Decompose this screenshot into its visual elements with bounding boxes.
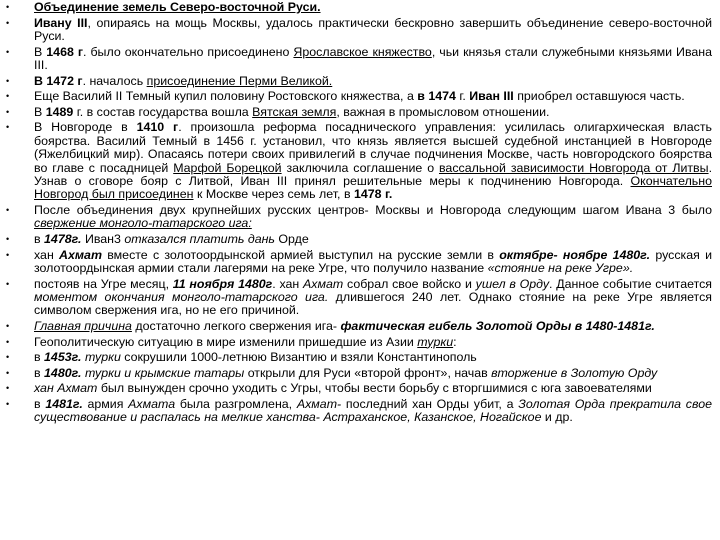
text-run: 1480г. (44, 365, 82, 380)
text-run: 1481г. (45, 396, 83, 411)
bullet-glyph: • (6, 91, 10, 102)
text-run: в (34, 350, 45, 365)
bullet-glyph: • (6, 122, 10, 133)
text-run: В (34, 104, 46, 119)
text-run: «стояние на реке Угре». (487, 261, 634, 275)
text-run: собрал свое войско и (343, 276, 476, 291)
text-run: к Москве через семь лет, в (193, 187, 354, 202)
text-run: Ярославское княжество (293, 44, 432, 59)
para-text (34, 45, 712, 72)
para-text (34, 248, 712, 275)
text-run: вторжение в Золотую Орду (491, 365, 658, 380)
bullet-glyph: • (6, 234, 10, 244)
text-run: в (34, 396, 46, 411)
list-item (6, 381, 712, 396)
bullet-glyph: • (6, 278, 10, 289)
para-text (34, 335, 457, 349)
list-item (6, 334, 712, 349)
list-item (6, 44, 713, 73)
text-run: 1489 (45, 104, 74, 119)
text-run: вассальной зависимости Новгорода от Литвы (438, 160, 709, 175)
text-run: ушел в Орду (475, 276, 550, 291)
bullet-glyph: • (6, 75, 10, 86)
text-run: хан Ахмат (34, 381, 98, 396)
para-text (34, 105, 549, 119)
para-text (34, 232, 309, 246)
text-run: фактическая гибель Золотой Орды в 1480-1481г. (340, 319, 655, 333)
text-run: В 1472 г (34, 73, 83, 88)
text-run: была разгромлена, (175, 396, 297, 411)
text-run: постояв на Угре месяц, (34, 276, 173, 291)
bullet-glyph: • (6, 17, 10, 28)
text-run: Главная причина (34, 319, 132, 333)
para-text (34, 203, 712, 230)
text-run: турки и крымские татары (84, 365, 245, 380)
text-run: 1468 г (46, 44, 84, 59)
text-run: 1478 г. (353, 187, 393, 202)
list-item (6, 232, 712, 246)
bullet-glyph: • (6, 383, 10, 394)
list-item (6, 247, 712, 276)
list-item (6, 0, 712, 14)
list-item (6, 104, 712, 119)
para-text (34, 397, 712, 424)
text-run: армия (82, 396, 129, 411)
list-item (6, 120, 713, 202)
text-run: последний хан Орды убит, а (341, 396, 519, 411)
text-run: Иван3 (81, 232, 125, 246)
text-run: был вынужден срочно уходить с Угры, чтобы вести борьбу с вторгшимися с юга завоевателями (97, 381, 652, 396)
text-run: Еще Василий II Темный купил половину Ростовского княжества, а (34, 89, 418, 104)
text-run: 1453г. (44, 350, 82, 365)
text-run: приобрел оставшуюся часть. (513, 89, 685, 104)
list-item (6, 365, 712, 380)
para-text (34, 89, 685, 103)
list-item (6, 396, 712, 425)
list-item (6, 89, 712, 104)
text-run: достаточно легкого свержения ига- (131, 319, 341, 333)
text-run: Ахмата (128, 396, 176, 411)
list-item (6, 73, 712, 88)
bullet-glyph: • (6, 46, 10, 57)
para-text (34, 350, 477, 364)
para-text (34, 277, 712, 318)
bullet-glyph: • (6, 106, 10, 117)
text-run: русская и золотоордынская армии стали лагерями на реке Угре, что получило название (34, 247, 712, 275)
text-run: В Новгороде в (34, 120, 137, 135)
bullet-glyph: • (6, 367, 10, 378)
para-text (34, 120, 712, 201)
text-run: Геополитическую ситуацию в мире изменили пришедшие из Азии (34, 334, 418, 349)
bullet-glyph: • (6, 321, 10, 331)
text-run: сокрушили 1000-летнюю Византию и взяли Константинополь (120, 350, 477, 365)
text-run: и др. (541, 410, 573, 425)
text-run: в (34, 365, 45, 380)
text-run: заключила соглашение о (281, 160, 439, 175)
text-run: Золотая Орда прекратила свое существование и распалась на мелкие ханства- Астраханское, Казанское, Ногайское (34, 396, 712, 425)
text-run: Иван III (469, 89, 514, 104)
text-run: После объединения двух крупнейших русских центров- Москвы и Новгорода следующим шагом Ивана 3 было (34, 203, 712, 217)
text-run: . началось (82, 73, 147, 88)
bullet-glyph: • (6, 249, 10, 260)
bullet-glyph: • (6, 336, 10, 347)
section-title: Объединение земель Северо-восточной Руси. (34, 0, 321, 14)
text-run: длившегося 240 лет. Однако стояние на реке Угре является символом свержения ига, но не его причиной. (34, 290, 712, 318)
text-run: вместе с золотоордынской армией выступил на русские земли в (101, 247, 500, 262)
text-run: Ахмат (303, 276, 344, 291)
para-text (34, 16, 712, 43)
bullet-glyph: • (6, 205, 10, 215)
text-run: отказался платить дань (124, 232, 275, 246)
text-run: . было окончательно присоединено (83, 44, 294, 59)
text-run: Ахмат (59, 247, 102, 262)
text-run: г. (455, 89, 470, 104)
text-run: турки (417, 334, 454, 349)
text-run: Ахмат- (296, 396, 342, 411)
text-run: в 1474 (417, 89, 456, 104)
text-run: 11 ноября 1480г (172, 276, 273, 291)
para-text (34, 319, 655, 333)
text-run: 1478г. (44, 232, 82, 246)
text-run: , опираясь на мощь Москвы, удалось практически бескровно завершить объединение северо-восточной Руси. (34, 15, 712, 43)
text-run: в (34, 232, 45, 246)
para-text (34, 366, 657, 380)
text-run: Марфой Борецкой (173, 160, 282, 175)
text-run: , чьи князья стали служебными князьями Ивана III. (34, 44, 713, 72)
list-item (6, 276, 713, 318)
list-item (6, 319, 712, 333)
text-run: Окончательно Новгород был присоединен (34, 174, 712, 202)
text-run: . Узнав о сговоре бояр с Литвой, Иван III принял решительные меры к подчинению Новгорода. (34, 160, 713, 188)
text-run: присоединение Перми Великой. (146, 73, 333, 88)
text-run: . произошла реформа посаднического управления: усилилась олигархическая власть боярства. Василий Темный в 1456 г. установил, что князь является высшей судебной инстанцией в Новгороде (Яжелбицкий мир). Опасаясь потери своих привилегий в случае подчинения Москве, часть новгородского боярства во главе с посадницей (34, 120, 712, 175)
text-run: : (453, 334, 457, 349)
text-run: хан (34, 247, 60, 262)
text-run: Вятская земля (252, 104, 337, 119)
text-run: . хан (272, 276, 304, 291)
bullet-glyph: • (6, 352, 10, 363)
text-run: Орде (274, 232, 309, 246)
text-run: турки (84, 350, 121, 365)
text-run: , важная в промысловом отношении. (336, 104, 550, 119)
list-item (6, 350, 712, 365)
para-text (34, 381, 652, 395)
para-text (34, 74, 332, 88)
text-run: 1410 г (136, 120, 179, 135)
bullet-glyph: • (6, 2, 10, 12)
text-run: . Данное событие считается (549, 276, 713, 291)
text-run: В (34, 44, 47, 59)
text-run: Ивану III (34, 15, 88, 30)
bullet-glyph: • (6, 398, 10, 409)
list-item (6, 15, 712, 44)
list-item (6, 203, 712, 231)
para-text (34, 0, 321, 14)
text-run: открыли для Руси «второй фронт», начав (244, 365, 492, 380)
text-run: свержение монголо-татарского ига: (34, 216, 252, 231)
text-run: г. в состав государства вошла (73, 104, 253, 119)
text-run: октябре- ноябре 1480г. (499, 247, 651, 262)
text-run: моментом окончания монголо-татарского ига. (34, 290, 329, 304)
